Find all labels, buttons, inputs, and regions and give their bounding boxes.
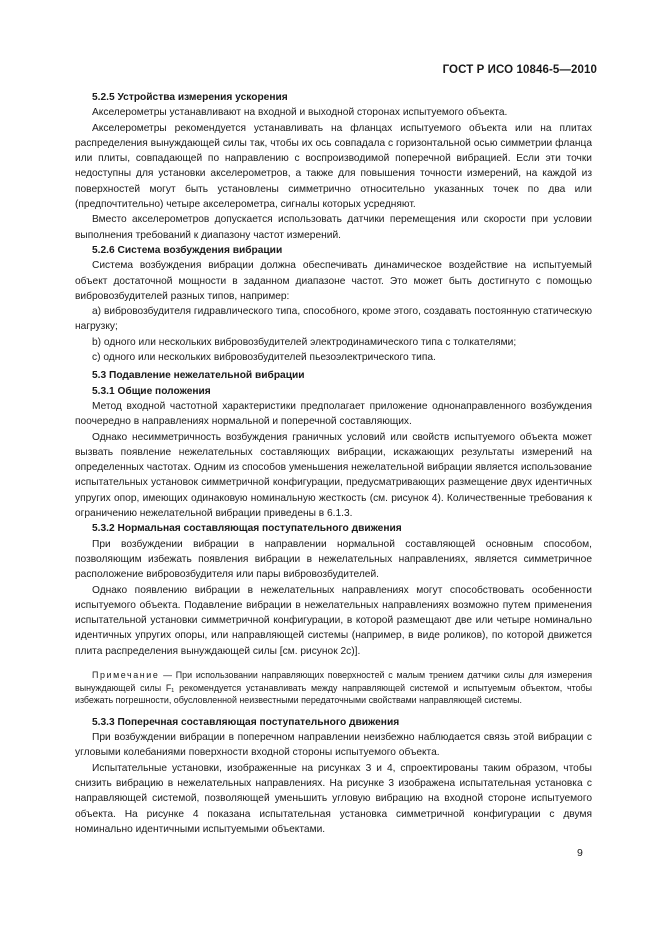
paragraph: Система возбуждения вибрации должна обеспечивать динамическое воздействие на испытуемый объект достаточной мощности в заданном диапазоне частот. Это может быть достигнуто с помощью вибровозбудителей разных типов, например: <box>75 260 592 302</box>
document-header: ГОСТ Р ИСО 10846-5—2010 <box>442 64 597 76</box>
section-5-3-title: 5.3 Подавление нежелательной вибрации <box>92 370 305 382</box>
list-item-a: a) вибровозбудителя гидравлического типа, способного, кроме этого, создавать постоянную статическую нагрузку; <box>75 306 592 333</box>
note-label: Примечание <box>92 669 160 680</box>
paragraph: Однако несимметричность возбуждения граничных условий или свойств испытуемого объекта может вызвать появление нежелательных составляющих вибрации, искажающих результаты измерений на определенных частотах. Одним из способов уменьшения нежелательной вибрации является использование испытательных установок симметричной конфигурации, предусматривающих размещение двух идентичных упругих опор, имеющих одинаковую номинальную жесткость (см. рисунок 4). Количественные требования к ограничению нежелательной вибрации приведены в 6.1.3. <box>75 431 592 520</box>
section-5-3-2-title: 5.3.2 Нормальная составляющая поступательного движения <box>92 523 402 535</box>
section-5-3-1-title: 5.3.1 Общие положения <box>92 385 211 397</box>
paragraph: Вместо акселерометров допускается использовать датчики перемещения или скорости при условии выполнения требований к диапазону частот измерений. <box>75 214 592 241</box>
section-5-2-5-title: 5.2.5 Устройства измерения ускорения <box>92 92 288 103</box>
section-5-2-6-title: 5.2.6 Система возбуждения вибрации <box>92 244 283 256</box>
note-text: — При использовании направляющих поверхностей с малым трением датчики силы для измерения вынуждающей силы F₁ рекомендуется устанавливать между направляющей системой и испытуемым объектом, чтобы избежать погрешности, обусловленной неизвестными передаточными свойствами направляющей системы. <box>75 669 592 706</box>
paragraph: Акселерометры рекомендуется устанавливать на фланцах испытуемого объекта или на плитах распределения вынуждающей силы так, чтобы их ось совпадала с горизонтальной осью симметрии фланца или плиты, совпадающей по направлению с воспроизводимой поперечной вибрацией. Если эти точки недоступны для установки акселерометров, а также для повышения точности измерений, на каждой из поверхностей могут быть установлены симметрично относительно указанных точек по два или (предпочтительно) четыре акселерометра, сигналы которых усредняют. <box>75 122 592 211</box>
list-item-b: b) одного или нескольких вибровозбудителей электродинамического типа с толкателями; <box>92 336 517 348</box>
paragraph: Однако появлению вибрации в нежелательных направлениях могут способствовать особенности испытуемого объекта. Подавление вибрации в нежелательных направлениях возможно путем применения испытательной установки симметричной конфигурации, в которой размещают две или четыре номинально идентичных упругих опоры, или направляющей системы (например, в виде роликов), по которой движется плита распределения вынуждающей силы [см. рисунок 2c)]. <box>75 584 592 657</box>
paragraph: Испытательные установки, изображенные на рисунках 3 и 4, спроектированы таким образом, чтобы снизить вибрацию в нежелательных направлениях. На рисунке 3 изображена испытательная установка с направляющей системой, позволяющей уменьшить угловую вибрацию на входной стороне испытуемого объекта. На рисунке 4 показана испытательная установка симметричной конфигурации с двумя номинально идентичными испытуемыми объектами. <box>75 762 592 835</box>
page-number: 9 <box>577 847 583 859</box>
note <box>75 669 592 707</box>
paragraph: При возбуждении вибрации в направлении нормальной составляющей основным способом, позволяющим избежать появления вибрации в нежелательных направлениях, является симметричное расположение вибровозбудителя или пары вибровозбудителей. <box>75 538 592 581</box>
paragraph: Акселерометры устанавливают на входной и выходной сторонах испытуемого объекта. <box>92 107 508 119</box>
paragraph: При возбуждении вибрации в поперечном направлении неизбежно наблюдается связь этой вибрации с угловыми колебаниями поверхности входной стороны испытуемого объекта. <box>75 732 592 759</box>
section-5-3-3-title: 5.3.3 Поперечная составляющая поступательного движения <box>92 716 400 728</box>
paragraph: Метод входной частотной характеристики предполагает приложение однонаправленного возбуждения поочередно в направлениях нормальной и поперечной составляющих. <box>75 400 592 428</box>
document-body <box>75 90 592 837</box>
list-item-c: c) одного или нескольких вибровозбудителей пьезоэлектрического типа. <box>92 352 436 364</box>
